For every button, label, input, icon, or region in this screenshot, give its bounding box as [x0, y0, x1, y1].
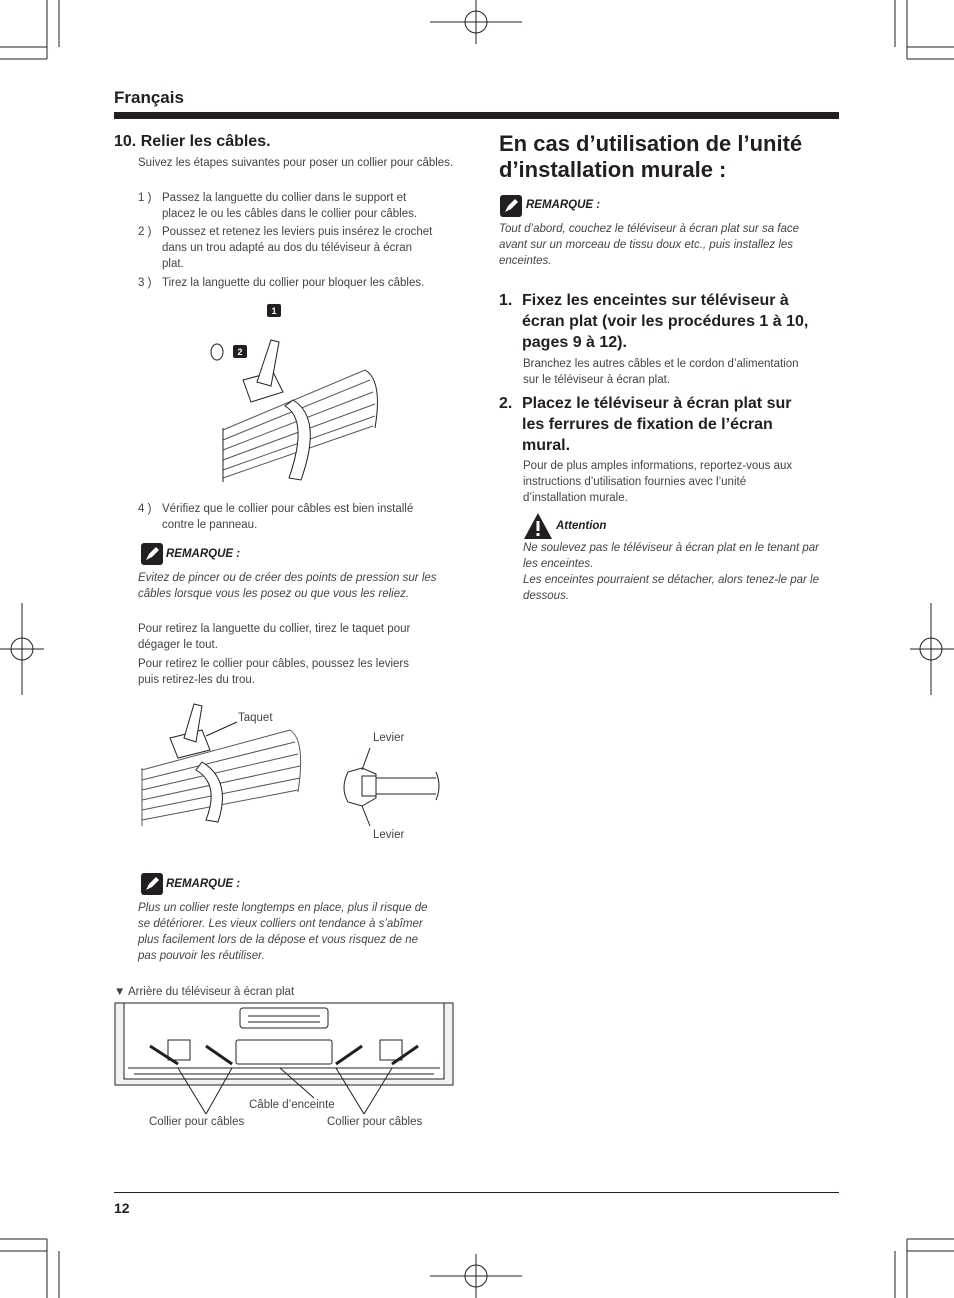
note-text-2d: pas pouvoir les réutiliser. — [138, 950, 265, 962]
warning-icon — [523, 512, 553, 540]
step-1: 1 ) Passez la languette du collier dans le support et placez le ou les câbles dans le collier pour câbles. — [138, 192, 418, 220]
remove-tie-text-b: puis retirez-les du trou. — [138, 674, 255, 686]
remove-tie-text-a: Pour retirez le collier pour câbles, poussez les leviers — [138, 658, 410, 670]
note-icon — [141, 873, 163, 895]
note-text-2c: plus facilement lors de la dépose et vous risquez de ne — [138, 934, 418, 946]
step-2: 2 ) Poussez et retenez les leviers puis insérez le crochet dans un trou adapté au dos du téléviseur à écran plat. — [138, 226, 433, 270]
remove-tab-text-b: dégager le tout. — [138, 639, 218, 651]
note-text-right-c: enceintes. — [499, 255, 552, 267]
label-1: 1 — [271, 306, 277, 316]
label-tie-left: Collier pour câbles — [149, 1116, 245, 1128]
note-text-2b: se détériorer. Les vieux colliers ont tendance à s’abîmer — [138, 918, 423, 930]
attention-text-a: Ne soulevez pas le téléviseur à écran plat en le tenant par — [523, 542, 819, 554]
item-2-body-a: Pour de plus amples informations, reportez-vous aux — [523, 460, 793, 472]
item-2-body-b: instructions d’utilisation fournies avec l’unité — [523, 476, 747, 488]
label-speaker-cable: Câble d’enceinte — [249, 1099, 335, 1111]
footer-rule — [114, 1192, 839, 1193]
item-2-body-c: d’installation murale. — [523, 492, 628, 504]
attention-text-c: Les enceintes pourraient se détacher, alors tenez-le par le — [523, 574, 819, 586]
note-text-2a: Plus un collier reste longtemps en place, plus il risque de — [138, 902, 428, 914]
intro-text: Suivez les étapes suivantes pour poser un collier pour câbles. — [138, 157, 454, 169]
page-number: 12 — [114, 1200, 130, 1216]
cable-tie-illustration — [205, 300, 405, 490]
attention-text-b: les enceintes. — [523, 558, 594, 570]
tie-removal-illustration — [140, 700, 480, 860]
note-label-2: REMARQUE : — [166, 878, 241, 890]
note-text-1a: Evitez de pincer ou de créer des points de pression sur les — [138, 572, 437, 584]
note-icon — [500, 195, 522, 217]
header-rule — [114, 112, 839, 119]
attention-text-d: dessous. — [523, 590, 570, 602]
item-2-heading: 2. Placez le téléviseur à écran plat sur les ferrures de fixation de l’écran mural. — [499, 395, 792, 454]
note-text-1b: câbles lorsque vous les posez ou que vous les reliez. — [138, 588, 410, 600]
note-label-right: REMARQUE : — [526, 199, 601, 211]
language-header: Français — [114, 88, 184, 107]
note-label-1: REMARQUE : — [166, 548, 241, 560]
step-4: 4 ) Vérifiez que le collier pour câbles est bien installé contre le panneau. — [138, 503, 414, 531]
tv-back-caption: ▼ Arrière du téléviseur à écran plat — [114, 986, 295, 998]
label-taquet: Taquet — [238, 712, 273, 724]
note-text-right-a: Tout d’abord, couchez le téléviseur à écran plat sur sa face — [499, 223, 800, 235]
label-levier-top: Levier — [373, 732, 405, 744]
note-text-right-b: avant sur un morceau de tissu doux etc., puis installez les — [499, 239, 794, 251]
item-1-body-b: sur le téléviseur à écran plat. — [523, 374, 671, 386]
remove-tab-text-a: Pour retirez la languette du collier, tirez le taquet pour — [138, 623, 411, 635]
wall-mount-heading: En cas d’utilisation de l’unité d’installation murale : — [499, 131, 803, 182]
item-1-body-a: Branchez les autres câbles et le cordon d’alimentation — [523, 358, 799, 370]
label-levier-bottom: Levier — [373, 829, 405, 841]
attention-label: Attention — [556, 520, 607, 532]
note-icon — [141, 543, 163, 565]
step-3: 3 ) Tirez la languette du collier pour bloquer les câbles. — [138, 277, 425, 289]
section-heading-10: 10. Relier les câbles. — [114, 133, 271, 150]
label-tie-right: Collier pour câbles — [327, 1116, 423, 1128]
label-2: 2 — [237, 347, 243, 357]
item-1-heading: 1. Fixez les enceintes sur téléviseur à écran plat (voir les procédures 1 à 10, pages 9 à 12). — [499, 292, 809, 351]
